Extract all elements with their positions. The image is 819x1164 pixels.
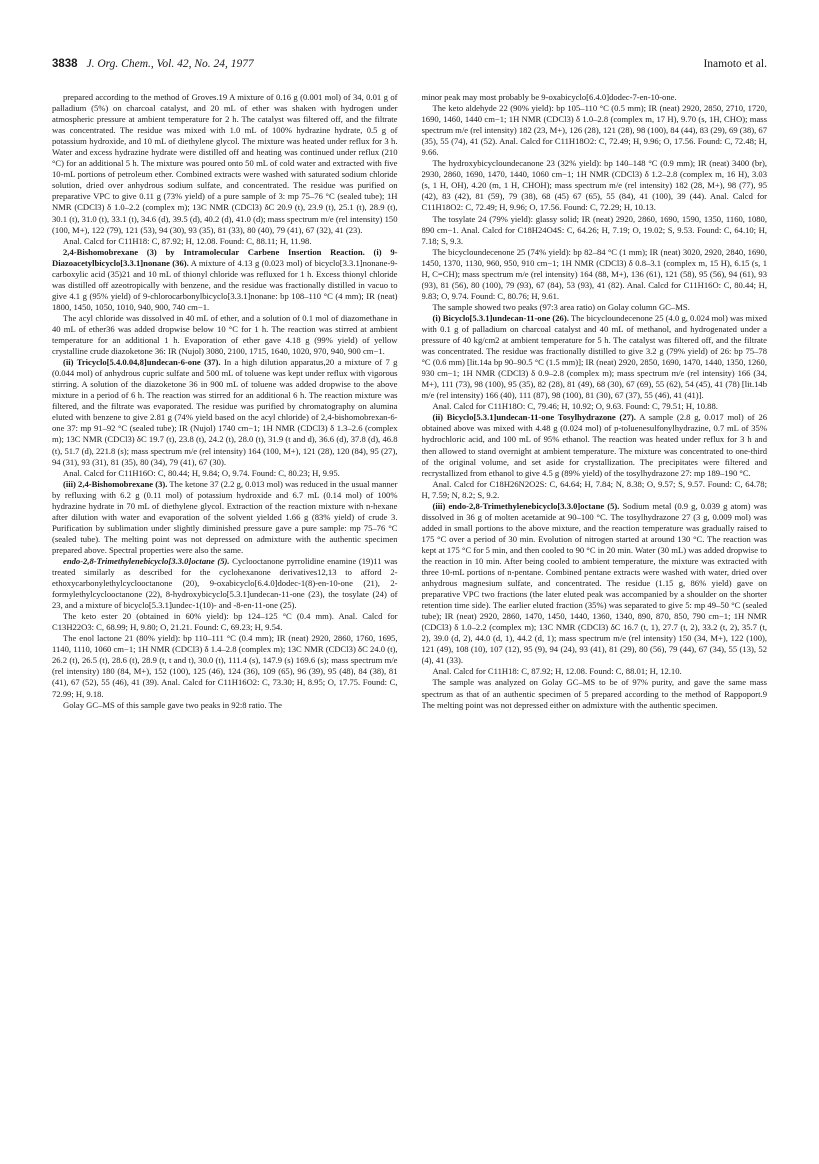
paragraph: [52, 247, 398, 313]
left-column: [52, 92, 398, 1128]
paragraph: [422, 214, 768, 247]
paragraph-text: In a high dilution apparatus,20 a mixture of 7 g (0.044 mol) of anhydrous cupric sulfate and 500 mL of toluene was kept under reflux with vigorous stirring. A solution of the diazoketone 36 in 900 mL of toluene was added dropwise to the above mixture in a period of 6 h. The reaction was stirred for an additional 6 h. The reaction mixture was filtered, and the filtrate was evaporated. The residue was purified by chromatography on alumina eluted with benzene to give 2.81 g (74% yield based on the acyl chloride) of 2,4-bishomobrexan-6-one 37: mp 91–92 °C (sealed tube); IR (Nujol) 1740 cm−1; 1H NMR (CDCl3) δ 1.3–2.6 (complex m); 13C NMR (CDCl3) δC 19.7 (t), 23.8 (t), 24.2 (t), 28.0 (t), 31.9 (t and d), 36.6 (d), 37.8 (d), 46.8 (t), 51.7 (d), 221.8 (s); mass spectrum m/e (rel intensity) 164 (100, M+), 121 (28), 120 (84), 95 (27), 94 (31), 93 (31), 81 (35), 80 (34), 79 (41), 67 (30).: [52, 357, 398, 467]
body-columns: [52, 92, 767, 1128]
paragraph: [52, 236, 398, 247]
paragraph-text: The bicycloundecenone 25 (4.0 g, 0.024 mol) was mixed with 0.1 g of palladium on charcoal catalyst and 40 mL of methanol, and hydrogenated under a pressure of 40 kg/cm2 at ambient temperature for 5 h. The catalyst was filtered off, and the filtrate was concentrated. The residue was fractionally distilled to give 3.2 g (79% yield) of 26: bp 75–78 °C (0.6 mm) [lit.14a bp 90–90.5 °C (1.5 mm)]; IR (neat) 2920, 2850, 1690, 1470, 1440, 1350, 1260, 930 cm−1; 1H NMR (CDCl3) δ 0.9–2.8 (complex m); mass spectrum m/e (rel intensity) 166 (34, M+), 111 (73), 98 (100), 95 (35), 82 (28), 81 (49), 68 (30), 67 (69), 55 (62), 54 (45), 41 (78) [lit.14b m/e (rel intensity) 166 (40), 111 (87), 98 (100), 81 (30), 67 (37), 55 (46), 41 (41)].: [421, 312, 767, 401]
paragraph: [52, 92, 398, 236]
paragraph-text: The tosylate 24 (79% yield): glassy solid; IR (neat) 2920, 2860, 1690, 1590, 1350, 1160, 1080, 890 cm−1. Anal. Calcd for C18H24O4S: C, 64.26; H, 7.19; O, 19.02; S, 9.53. Found: C, 64.10; H, 7.18; S, 9.3.: [421, 213, 767, 246]
paragraph-text: The keto ester 20 (obtained in 60% yield): bp 124–125 °C (0.4 mm). Anal. Calcd for C13H22O3: C, 68.99; H, 9.80; O, 21.21. Found: C, 69.23; H, 9.54.: [52, 611, 398, 633]
paragraph: [52, 357, 398, 467]
paragraph-text: Anal. Calcd for C18H26N2O2S: C, 64.64; H, 7.84; N, 8.38; O, 9.57; S, 9.57. Found: C, 64.78; H, 7.59; N, 8.2; S, 9.2.: [421, 478, 767, 500]
paragraph: [52, 633, 398, 699]
paragraph-text: The sample was analyzed on Golay GC–MS to be of 97% purity, and gave the same mass spectrum as that of an authentic specimen of 5 prepared according to the method of Rappoport.9 The melting point was not depressed either on admixture with the authentic specimen.: [421, 677, 767, 710]
paragraph: [422, 247, 768, 302]
paragraph-text: prepared according to the method of Groves.19 A mixture of 0.16 g (0.001 mol) of 34, 0.01 g of palladium (5%) on charcoal catalyst, and 20 mL of ether was shaken with hydrogen under atmospheric pressure at ambient temperature for 2 h. The catalyst was filtered off, and the filtrate was concentrated. The residue was mixed with 1.0 mL of 100% hydrazine hydrate, 0.5 g of potassium hydroxide, and 10 mL of diethylene glycol. The mixture was heated under reflux for 3 h. Water and excess hydrazine hydrate were distilled off and heating was continued under reflux (210 °C) for an additional 5 h. The mixture was poured onto 50 mL of cold water and extracted with five 10-mL portions of petroleum ether. Combined extracts were washed with saturated sodium chloride solution, dried over anhydrous sodium sulfate, and concentrated. The residue was purified on preparative VPC to give 0.11 g (73% yield) of a pure sample of 3: mp 75–76 °C (sealed tube); 1H NMR (CDCl3) δ 1.0–2.2 (complex m); 13C NMR (CDCl3) δC 20.9 (t), 23.9 (t), 25.1 (t), 28.9 (t), 30.1 (t), 31.0 (t), 33.1 (t), 34.6 (d), 39.5 (d), 40.2 (d), 41.0 (d); mass spectrum m/e (rel intensity) 150 (100, M+), 122 (79), 121 (53), 94 (30), 93 (35), 81 (33), 80 (40), 79 (41), 67 (32), 41 (23).: [52, 92, 398, 235]
paragraph-text: Anal. Calcd for C11H18: C, 87.92; H, 12.08. Found: C, 88.01; H, 12.10.: [432, 666, 682, 677]
paragraph: [422, 158, 768, 213]
paragraph-text: Anal. Calcd for C11H16O: C, 80.44; H, 9.84; O, 9.74. Found: C, 80.23; H, 9.95.: [63, 467, 340, 478]
paragraph: [422, 302, 768, 313]
paragraph: [422, 666, 768, 677]
page-number: 3838: [52, 58, 78, 70]
paragraph-text: Golay GC–MS of this sample gave two peaks in 92:8 ratio. The: [63, 699, 282, 710]
header-authors: Inamoto et al.: [703, 58, 767, 70]
paragraph-text: The sample showed two peaks (97:3 area ratio) on Golay column GC–MS.: [432, 301, 690, 312]
paragraph: [422, 401, 768, 412]
section-heading: (i) Bicyclo[5.3.1]undecan-11-one (26).: [432, 312, 569, 323]
paragraph-text: Cyclooctanone pyrrolidine enamine (19)11 was treated similarly as described for the cyclohexanone derivatives12,13 to afford 2-ethoxycarbonylethylcyclooctanone (20), 9-oxabicyclo[6.4.0]dodec-1(8)-en-10-one (21), 2-formylethylcyclooctanone (22), 8-hydroxybicyclo[5.3.1]undecan-11-one (23), the tosylate (24) of 23, and a mixture of bicyclo[5.3.1]undec-1(10)- and -8-en-11-one (25).: [52, 555, 398, 611]
paragraph-text: A sample (2.8 g, 0.017 mol) of 26 obtained above was mixed with 4.48 g (0.024 mol) of p-toluenesulfonylhydrazine, 0.7 mL of 35% hydrochloric acid, and 100 mL of 95% ethanol. The reaction was heated under reflux for 3 h and then allowed to stand overnight at ambient temperature. The mixture was concentrated to one-third of the original volume, and set aside for crystallization. The precipitates were filtered and recrystallized from ethanol to give 4.5 g (89% yield) of the tosylhydrazone 27: mp 189–190 °C.: [421, 412, 767, 478]
section-heading: (iii) 2,4-Bishomobrexane (3).: [63, 478, 168, 489]
section-heading: 2,4-Bishomobrexane (3) by Intramolecular Carbene Insertion Reaction. (i) 9-Diazoacetylbicyclo[3.3.1]nonane (36).: [52, 246, 398, 268]
page-header: [52, 58, 767, 74]
paragraph: [52, 556, 398, 611]
paragraph: [422, 501, 768, 667]
paragraph-text: Anal. Calcd for C11H18: C, 87.92; H, 12.08. Found: C, 88.11; H, 11.98.: [63, 235, 312, 246]
paragraph: [52, 468, 398, 479]
paragraph-text: The acyl chloride was dissolved in 40 mL of ether, and a solution of 0.1 mol of diazomethane in 40 mL of ether36 was added dropwise below 10 °C for 1 h. The reaction was stirred at ambient temperature for an additional 1 h. Evaporation of ether gave 4.18 g (99% yield) of yellow crystalline crude diazoketone 36: IR (Nujol) 3080, 2100, 1715, 1640, 1020, 970, 940, 900 cm−1.: [52, 312, 398, 357]
paragraph-text: The keto aldehyde 22 (90% yield): bp 105–110 °C (0.5 mm); IR (neat) 2920, 2850, 2710, 1720, 1690, 1460, 1440 cm−1; 1H NMR (CDCl3) δ 1.0–2.8 (complex m, 17 H), 9.70 (s, 1H, CHO); mass spectrum m/e (rel intensity) 182 (23, M+), 126 (28), 121 (28), 98 (100), 84 (44), 83 (29), 69 (38), 67 (35), 55 (74), 41 (52). Anal. Calcd for C11H18O2: C, 72.49; H, 9.96; O, 17.56. Found: C, 72.48; H, 9.66.: [421, 103, 767, 158]
paragraph: [422, 92, 768, 103]
section-heading: (ii) Bicyclo[5.3.1]undecan-11-one Tosylhydrazone (27).: [432, 412, 636, 423]
paragraph-text: The ketone 37 (2.2 g, 0.013 mol) was reduced in the usual manner by refluxing with 6.2 g (0.11 mol) of potassium hydroxide and 6.7 mL (0.14 mol) of 100% hydrazine hydrate in 70 mL of diethylene glycol. Extraction of the reaction mixture with n-hexane after dilution with water and evaporation of the solvent yielded 1.66 g (83% yield) of crude 3. Purification by sublimation under slightly diminished pressure gave a pure sample: mp 75–76 °C (sealed tube). The melting point was not depressed on admixture with the authentic specimen prepared above. Spectral properties were also the same.: [52, 478, 398, 555]
paragraph: [52, 700, 398, 711]
paragraph: [422, 677, 768, 710]
paragraph-text: The enol lactone 21 (80% yield): bp 110–111 °C (0.4 mm); IR (neat) 2920, 2860, 1760, 1695, 1140, 1110, 1060 cm−1; 1H NMR (CDCl3) δ 1.4–2.8 (complex m); 13C NMR (CDCl3) δC 24.0 (t), 26.2 (t), 26.5 (t), 28.6 (t), 28.9 (t, t and t), 30.0 (t), 111.4 (s), 147.9 (s) 169.6 (s); mass spectrum m/e (rel intensity) 180 (84, M+), 152 (100), 125 (46), 124 (36), 109 (65), 96 (39), 95 (48), 84 (38), 81 (41), 67 (52), 55 (46), 41 (39). Anal. Calcd for C11H16O2: C, 73.30; H, 8.95; O, 17.75. Found: C, 72.99; H, 9.18.: [52, 633, 398, 699]
section-heading: endo-2,8-Trimethylenebicyclo[3.3.0]octane (5).: [63, 555, 230, 566]
journal-citation: J. Org. Chem., Vol. 42, No. 24, 1977: [86, 58, 254, 70]
paragraph: [422, 479, 768, 501]
paragraph: [52, 479, 398, 556]
paragraph-text: The hydroxybicycloundecanone 23 (32% yield): bp 140–148 °C (0.9 mm); IR (neat) 3400 (br), 2930, 2860, 1690, 1470, 1440, 1060 cm−1; 1H NMR (CDCl3) δ 1.2–2.8 (complex m, 16 H), 3.03 (s, 1 H, OH), 4.20 (m, 1 H, CHOH); mass spectrum m/e (rel intensity) 182 (28, M+), 98 (77), 95 (42), 83 (42), 81 (59), 79 (38), 68 (45) 67 (65), 55 (84), 41 (100), 39 (44). Anal. Calcd for C11H18O2: C, 72.49; H, 9.96; O, 17.56. Found: C, 72.29; H, 10.13.: [421, 158, 767, 213]
paragraph-text: A mixture of 4.13 g (0.023 mol) of bicyclo[3.3.1]nonane-9-carboxylic acid (35)21 and 10 mL of thionyl chloride was refluxed for 1 h. Excess thionyl chloride was distilled off azeotropically with benzene, and the residue was fractionally distilled in vacuo to give 4.1 g (95% yield) of 9-chlorocarbonylbicyclo[3.3.1]nonane: bp 108–110 °C (4 mm); IR (neat) 1800, 1450, 1050, 1010, 940, 900, 740 cm−1.: [52, 257, 398, 312]
paragraph-text: Sodium metal (0.9 g, 0.039 g atom) was dissolved in 36 g of molten acetamide at 90–100 °C. The tosylhydrazone 27 (3 g, 0.009 mol) was added in small portions to the above mixture, and the reaction temperature was gradually raised to 175 °C over a period of 30 min. Evolution of nitrogen started at around 130 °C. The reaction was kept at 175 °C for 5 min, and then cooled to 90 °C in 20 min. Water (30 mL) was added dropwise to the reaction in 10 min. After being cooled to ambient temperature, the mixture was extracted with three 10-mL portions of n-pentane. Combined pentane extracts were washed with water, dried over anhydrous magnesium sulfate, and concentrated. The residue (1.15 g, 86% yield) gave on preparative VPC two fractions (the later eluted peak was accompanied by a shoulder on the shorter retention time side). The earlier eluted fraction (35%) was separated to give 5: mp 49–50 °C (sealed tube); IR (neat) 2920, 2860, 1470, 1450, 1440, 1360, 1340, 890, 870, 850, 790 cm−1; 1H NMR (CDCl3) δ 1.0–2.2 (complex m); 13C NMR (CDCl3) δC 16.7 (t, 1), 27.7 (t, 2), 33.2 (t, 2), 35.7 (t, 2), 39.0 (d, 2), 44.0 (d, 1), 44.2 (d, 1); mass spectrum m/e (rel intensity) 150 (34, M+), 122 (100), 121 (49), 108 (10), 107 (12), 95 (9), 94 (24), 93 (41), 81 (29), 80 (56), 79 (44), 67 (34), 55 (13), 52 (4), 41 (33).: [421, 500, 767, 666]
header-left: [52, 58, 254, 70]
section-heading: (ii) Tricyclo[5.4.0.04,8]undecan-6-one (37).: [63, 357, 221, 368]
paragraph-text: The bicycloundecenone 25 (74% yield): bp 82–84 °C (1 mm); IR (neat) 3020, 2920, 2840, 1690, 1450, 1370, 1130, 960, 950, 910 cm−1; 1H NMR (CDCl3) δ 0.8–3.1 (complex m, 15 H), 6.15 (s, 1 H, C=CH); mass spectrum m/e (rel intensity) 164 (88, M+), 136 (61), 121 (58), 95 (56), 94 (61), 93 (93), 81 (56), 80 (100), 79 (93), 67 (84), 53 (93), 41 (82). Anal. Calcd for C11H16O: C, 80.44; H, 9.83; O, 9.74. Found: C, 80.76; H, 9.61.: [421, 246, 767, 301]
section-heading: (iii) endo-2,8-Trimethylenebicyclo[3.3.0]octane (5).: [432, 500, 620, 511]
paragraph: [422, 103, 768, 158]
paragraph-text: Anal. Calcd for C11H18O: C, 79.46; H, 10.92; O, 9.63. Found: C, 79.51; H, 10.88.: [432, 401, 718, 412]
paragraph-text: minor peak may most probably be 9-oxabicyclo[6.4.0]dodec-7-en-10-one.: [421, 92, 677, 102]
paragraph: [422, 313, 768, 401]
paragraph: [52, 611, 398, 633]
paragraph: [52, 313, 398, 357]
right-column: [422, 92, 768, 1128]
paragraph: [422, 412, 768, 478]
